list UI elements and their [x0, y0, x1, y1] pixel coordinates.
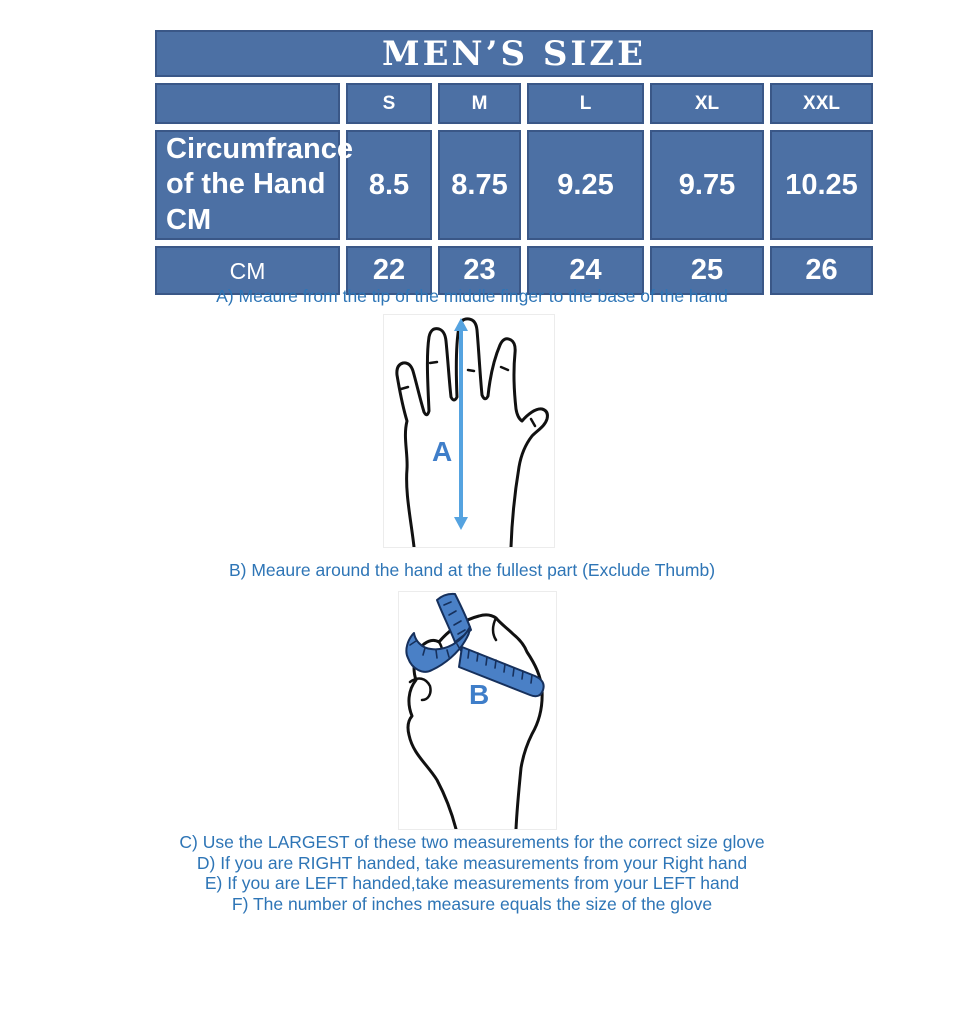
circumference-value-m: 8.75 [438, 130, 521, 240]
instruction-block [0, 832, 944, 914]
instruction-a: A) Meaure from the tip of the middle finger to the base of the hand [216, 286, 728, 306]
table-title: MEN’S SIZE [155, 30, 873, 77]
cm-value-xl: 25 [650, 246, 764, 295]
size-col-s: S [346, 83, 432, 124]
fist-figure [398, 591, 557, 830]
fist-diagram [399, 592, 556, 829]
circumference-value-xxl: 10.25 [770, 130, 873, 240]
cm-value-s: 22 [346, 246, 432, 295]
circumference-value-xl: 9.75 [650, 130, 764, 240]
cm-row-label: CM [155, 246, 340, 295]
instruction-d: D) If you are RIGHT handed, take measurements from your Right hand [196, 852, 748, 873]
circumference-value-s: 8.5 [346, 130, 432, 240]
table-title-row [155, 30, 873, 77]
open-hand-diagram [384, 315, 554, 547]
mens-size-table [149, 24, 879, 301]
instruction-c: C) Use the LARGEST of these two measurements for the correct size glove [179, 832, 765, 852]
figure-a-label: A [432, 436, 453, 467]
cm-value-xxl: 26 [770, 246, 873, 295]
cm-value-m: 23 [438, 246, 521, 295]
circumference-row-label: Circumfrance of the Hand CM [155, 130, 340, 240]
instruction-b: B) Meaure around the hand at the fullest part (Exclude Thumb) [228, 560, 716, 580]
size-col-l: L [527, 83, 644, 124]
open-hand-figure [383, 314, 555, 548]
hand-outline [397, 319, 548, 547]
figure-b-label: B [469, 679, 490, 710]
circumference-value-l: 9.25 [527, 130, 644, 240]
instruction-e: E) If you are LEFT handed,take measurements from your LEFT hand [204, 873, 740, 893]
size-col-m: M [438, 83, 521, 124]
fist-outline [408, 615, 542, 829]
empty-corner-cell [155, 83, 340, 124]
instruction-f: F) The number of inches measure equals the size of the glove [231, 893, 713, 914]
size-header-row [155, 83, 873, 124]
size-col-xl: XL [650, 83, 764, 124]
circumference-row [155, 130, 873, 240]
cm-value-l: 24 [527, 246, 644, 295]
size-col-xxl: XXL [770, 83, 873, 124]
